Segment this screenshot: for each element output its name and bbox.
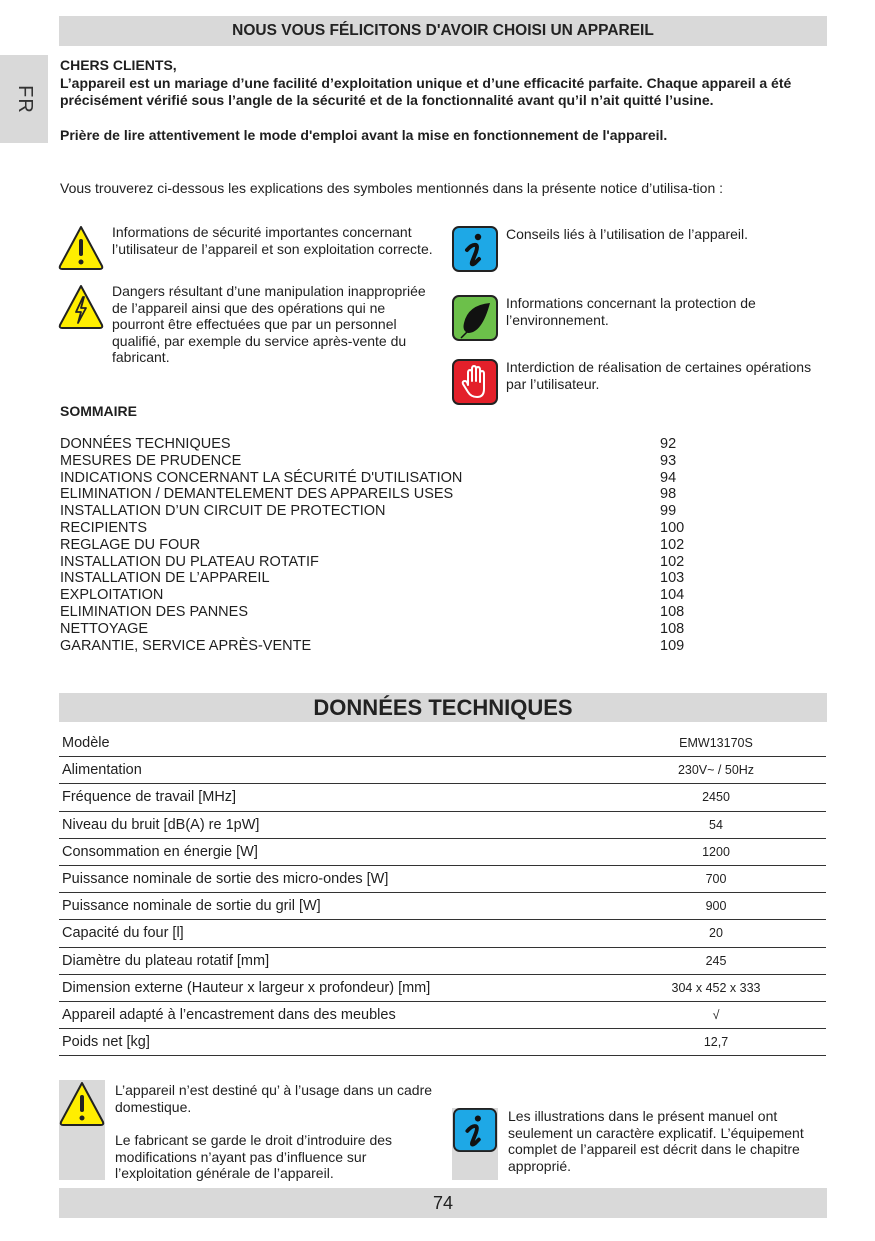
spec-value: 12,7 bbox=[703, 1035, 729, 1050]
toc-item[interactable] bbox=[60, 587, 700, 604]
toc-page: 102 bbox=[660, 553, 685, 570]
info-icon bbox=[453, 1108, 497, 1152]
symbol-text: Conseils liés à l’utilisation de l’appareil. bbox=[506, 226, 749, 242]
symbol-item bbox=[452, 226, 812, 272]
toc-item[interactable] bbox=[60, 604, 700, 621]
toc-item[interactable] bbox=[60, 520, 700, 537]
table-row bbox=[59, 948, 826, 975]
spec-value: 54 bbox=[709, 817, 723, 832]
symbol-text: Dangers résultant d’une manipulation inappropriée de l’appareil ainsi que des opérations qui ne pourront être effectuées que par un personnel qualifié, par exemple du service après-vente du fabricant. bbox=[112, 283, 426, 365]
toc-label: INSTALLATION DU PLATEAU ROTATIF bbox=[60, 553, 319, 570]
toc-page: 103 bbox=[660, 570, 685, 587]
spec-label: Consommation en énergie [W] bbox=[62, 843, 258, 860]
symbols-intro: Vous trouverez ci-dessous les explications des symboles mentionnés dans la présente notice d’utilisa-tion : bbox=[60, 180, 724, 196]
page-title: NOUS VOUS FÉLICITONS D'AVOIR CHOISI UN APPAREIL bbox=[59, 16, 827, 46]
symbol-item bbox=[58, 224, 433, 270]
spec-label: Puissance nominale de sortie du gril [W] bbox=[62, 898, 321, 915]
toc-label: MESURES DE PRUDENCE bbox=[60, 452, 242, 469]
toc-title: SOMMAIRE bbox=[60, 403, 137, 419]
spec-value: 304 x 452 x 333 bbox=[671, 980, 761, 995]
table-row bbox=[59, 839, 826, 866]
spec-value: 1200 bbox=[702, 844, 730, 859]
table-row bbox=[59, 920, 826, 947]
toc-page: 98 bbox=[660, 486, 677, 503]
spec-label: Modèle bbox=[62, 735, 110, 752]
toc-item[interactable] bbox=[60, 503, 700, 520]
toc-page: 109 bbox=[660, 637, 685, 654]
toc-item[interactable] bbox=[60, 638, 700, 655]
toc-label: ELIMINATION DES PANNES bbox=[60, 603, 248, 620]
table-row bbox=[59, 730, 826, 757]
warning-note bbox=[59, 1080, 439, 1180]
toc-label: REGLAGE DU FOUR bbox=[60, 536, 201, 553]
symbol-text: Interdiction de réalisation de certaines opérations par l’utilisateur. bbox=[506, 359, 812, 392]
toc-label: INSTALLATION D’UN CIRCUIT DE PROTECTION bbox=[60, 503, 386, 520]
toc-page: 100 bbox=[660, 519, 685, 536]
note-paragraph: L’appareil n’est destiné qu’ à l’usage dans un cadre domestique. bbox=[115, 1082, 433, 1115]
toc-page: 94 bbox=[660, 469, 677, 486]
symbol-text: Informations de sécurité importantes concernant l’utilisateur de l’appareil et son exploitation correcte. bbox=[112, 224, 433, 257]
toc-page: 93 bbox=[660, 452, 677, 469]
spec-label: Poids net [kg] bbox=[62, 1034, 150, 1051]
language-label: FR bbox=[13, 84, 36, 114]
toc-page: 92 bbox=[660, 436, 677, 452]
table-row bbox=[59, 1002, 826, 1029]
toc-label: INSTALLATION DE L’APPAREIL bbox=[60, 570, 270, 587]
specs-table bbox=[59, 730, 826, 1056]
note-sidebar bbox=[59, 1080, 105, 1180]
note-sidebar bbox=[452, 1108, 498, 1180]
toc-label: ELIMINATION / DEMANTELEMENT DES APPAREILS USES bbox=[60, 486, 454, 503]
spec-label: Puissance nominale de sortie des micro-ondes [W] bbox=[62, 871, 389, 888]
spec-label: Diamètre du plateau rotatif [mm] bbox=[62, 952, 270, 969]
toc-label: DONNÉES TECHNIQUES bbox=[60, 436, 231, 452]
toc-label: INDICATIONS CONCERNANT LA SÉCURITÉ D'UTILISATION bbox=[60, 469, 463, 486]
toc-page: 108 bbox=[660, 620, 685, 637]
spec-label: Capacité du four [l] bbox=[62, 925, 184, 942]
spec-value: 230V~ / 50Hz bbox=[677, 763, 755, 778]
toc-label: EXPLOITATION bbox=[60, 587, 164, 604]
toc-label: NETTOYAGE bbox=[60, 620, 149, 637]
spec-label: Niveau du bruit [dB(A) re 1pW] bbox=[62, 816, 260, 833]
spec-value: 700 bbox=[705, 872, 727, 887]
stop-hand-icon bbox=[452, 359, 498, 405]
note-text bbox=[498, 1108, 827, 1180]
intro-section bbox=[60, 57, 830, 144]
toc-item[interactable] bbox=[60, 486, 700, 503]
spec-label: Fréquence de travail [MHz] bbox=[62, 789, 237, 806]
info-icon bbox=[452, 226, 498, 272]
spec-value: 900 bbox=[705, 899, 727, 914]
language-tab bbox=[0, 55, 48, 143]
greeting: CHERS CLIENTS, bbox=[60, 57, 177, 73]
toc-item[interactable] bbox=[60, 570, 700, 587]
symbol-item bbox=[452, 295, 812, 341]
symbol-item bbox=[452, 359, 812, 405]
warning-exclamation-icon bbox=[59, 1080, 105, 1126]
symbol-text: Informations concernant la protection de l’environnement. bbox=[506, 295, 756, 328]
toc-item[interactable] bbox=[60, 470, 700, 487]
table-row bbox=[59, 784, 826, 811]
spec-value: EMW13170S bbox=[679, 736, 753, 751]
table-row bbox=[59, 975, 826, 1002]
table-row bbox=[59, 893, 826, 920]
spec-label: Alimentation bbox=[62, 762, 142, 779]
warning-exclamation-icon bbox=[58, 224, 104, 270]
note-text bbox=[105, 1080, 439, 1180]
toc-page: 108 bbox=[660, 603, 685, 620]
symbol-item bbox=[58, 283, 436, 366]
toc-label: GARANTIE, SERVICE APRÈS-VENTE bbox=[60, 637, 312, 654]
toc-item[interactable] bbox=[60, 621, 700, 638]
toc-item[interactable] bbox=[60, 453, 700, 470]
spec-value: √ bbox=[712, 1007, 720, 1022]
toc-page: 102 bbox=[660, 536, 685, 553]
table-row bbox=[59, 757, 826, 784]
electric-hazard-icon bbox=[58, 283, 104, 329]
toc-item[interactable] bbox=[60, 554, 700, 571]
toc-item[interactable] bbox=[60, 537, 700, 554]
table-row bbox=[59, 866, 826, 893]
intro-paragraph: L’appareil est un mariage d’une facilité d’exploitation unique et d’une efficacité parfaite. Chaque appareil a été précisément vérifié sous l’angle de la sécurité et de la fonctionnalité avant qu’il n’ait quitté l’usine. bbox=[60, 74, 792, 108]
toc-label: RECIPIENTS bbox=[60, 519, 148, 536]
table-row bbox=[59, 1029, 826, 1056]
section-title-technical-data: DONNÉES TECHNIQUES bbox=[59, 693, 827, 722]
spec-label: Dimension externe (Hauteur x largeur x profondeur) [mm] bbox=[62, 979, 431, 996]
leaf-icon bbox=[452, 295, 498, 341]
table-of-contents bbox=[60, 436, 700, 654]
table-row bbox=[59, 812, 826, 839]
spec-value: 2450 bbox=[702, 790, 730, 805]
info-note bbox=[452, 1108, 827, 1180]
spec-value: 20 bbox=[709, 926, 723, 941]
note-paragraph: Le fabricant se garde le droit d’introduire des modifications n’ayant pas d’influence sur l’exploitation générale de l’appareil. bbox=[115, 1132, 393, 1181]
page-number: 74 bbox=[59, 1188, 827, 1218]
spec-value: 245 bbox=[705, 953, 727, 968]
note-paragraph: Les illustrations dans le présent manuel ont seulement un caractère explicatif. L’équipement complet de l’appareil est décrit dans le chapitre approprié. bbox=[508, 1108, 804, 1174]
toc-item[interactable] bbox=[60, 436, 700, 453]
spec-label: Appareil adapté à l’encastrement dans des meubles bbox=[62, 1006, 396, 1023]
instruction: Prière de lire attentivement le mode d'emploi avant la mise en fonctionnement de l'appareil. bbox=[60, 126, 668, 143]
toc-page: 99 bbox=[660, 503, 677, 520]
toc-page: 104 bbox=[660, 587, 685, 604]
